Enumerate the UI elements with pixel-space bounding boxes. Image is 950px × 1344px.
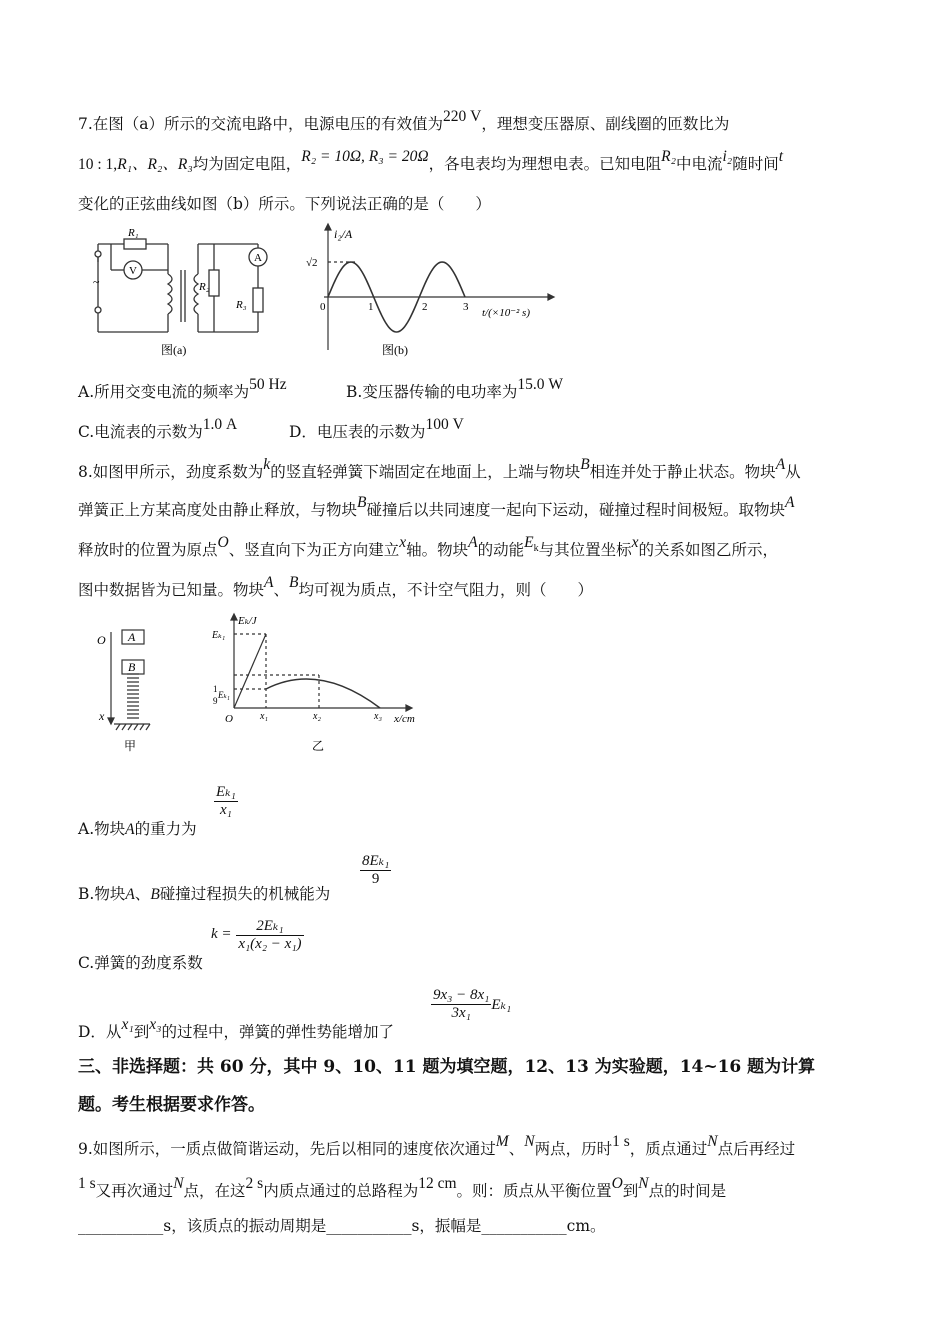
q7-fig-a-R2: R₂ [199,281,210,293]
q8-Ek-sub: k [533,543,539,555]
q9-M: M [495,1133,509,1150]
q8-text: C.弹簧的劲度系数 [78,954,203,972]
frac-den: x₁(x₂ − x₁) [238,936,302,952]
frac-den: 9 [371,871,380,887]
frac-num: 2Eₖ₁ [236,916,303,936]
q7-fig-a-V: V [129,265,137,277]
q9-t2: 1 s [78,1175,96,1192]
q9-text: 、 [508,1140,525,1158]
q8-Ek-main: E [524,534,534,551]
fraction [360,851,391,888]
q9-t3: 2 s [245,1175,264,1192]
q8-Ek [524,534,539,555]
q9-dist: 12 cm [418,1175,457,1192]
q8-text: 的动能 [477,541,525,559]
q7-ratio: 10 : 1, [78,156,118,173]
q7-option-a: A.所用交变电流的频率为 [78,383,250,401]
q8-fig-x2: x₂ [313,711,321,722]
q7-fig-b-label: 图(b) [382,343,408,357]
q9-text: 点后再经过 [717,1140,796,1158]
q8-A: A [775,456,786,473]
q8-text: 的关系如图乙所示， [638,541,779,559]
q8-text: 与其位置坐标 [538,541,632,559]
q8-A: A [468,534,478,551]
q8-fig-xunit: x/cm [394,713,415,725]
q9-N: N [707,1133,718,1150]
q7-options-cd [78,416,238,444]
q7-fig-b-tick: 1 [368,301,374,313]
q9-line2 [78,1175,727,1203]
section3-heading-line1: 三、非选择题：共 60 分，其中 9、10、11 题为填空题，12、13 为实验题，14~16 题为计算 [78,1057,816,1077]
q8-text: 碰撞后以共同速度一起向下运动，碰撞过程时间极短。取物块 [366,501,785,519]
q8-option-d-formula [431,987,511,1022]
q9-t1: 1 s [612,1133,630,1150]
frac-den: 3x₁ [451,1005,471,1021]
q8-B: B [580,456,590,473]
q8-k-eq: k = [211,926,232,942]
q7-text: 7.在图（a）所示的交流电路中，电源电压的有效值为 [78,115,444,133]
q8-fig-x3: x₃ [374,711,382,722]
q8-fig-ylabel: Eₖ/J [238,615,257,627]
q7-fig-a-A: A [254,252,262,264]
q8-text: 弹簧正上方某高度处由静止释放，与物块 [78,501,358,519]
q7-option-b: B.变压器传输的电功率为 [346,383,518,401]
q8-text: A.物块 [78,820,126,838]
q9-line1 [78,1133,796,1161]
q8-text: 碰撞过程损失的机械能为 [159,885,331,903]
q8-B: B [357,494,367,511]
q7-option-b-line [346,376,563,404]
q7-option-d-line [289,416,464,444]
q8-x: x [631,534,639,551]
q7-text: 变化的正弦曲线如图（b）所示。下列说法正确的是（ ） [78,195,491,213]
q7-option-b-value: 15.0 W [517,376,563,393]
q8-option-a [78,818,197,841]
q8-option-d [78,1016,395,1044]
q7-fig-b-tick: 0 [320,301,326,313]
q9-line3 [78,1215,606,1237]
q8-x: x [399,534,407,551]
q8-Ek1: Eₖ₁ [491,997,512,1013]
q7-text: 均为固定电阻， [192,155,302,173]
q7-text: 随时间 [732,155,779,173]
q8-text: 到 [133,1023,150,1041]
q7-fig-a-label: 图(a) [161,343,187,357]
q8-line1 [78,456,801,484]
q7-line3 [78,193,491,215]
q7-fig-b-xlabel: t/(×10⁻² s) [482,307,530,319]
q7-fig-b-ylabel: i₂/A [334,227,353,241]
q7-fig-b-tick: 2 [422,301,428,313]
q7-i2: i₂ [722,148,733,165]
q8-A: A [785,494,795,511]
q7-line1 [78,108,730,136]
fraction [214,782,238,819]
q8-text: 图中数据皆为已知量。物块 [78,581,265,599]
q8-text: D．从 [78,1023,122,1041]
q7-text: ，理想变压器原、副线圈的匝数比为 [481,115,730,133]
q8-text: 释放时的位置为原点 [78,541,218,559]
q7-text: ，各电表均为理想电表。已知电阻 [428,155,662,173]
q8-x1: x₁ [121,1016,134,1033]
q7-R2: R₂ [661,148,676,165]
section3-heading-line2: 题。考生根据要求作答。 [78,1095,265,1115]
q8-fig-jia-label: 甲 [124,739,137,753]
frac-num: 9x₃ − 8x₁ [433,987,490,1003]
q8-option-a-frac [214,782,238,819]
q9-text: 点的时间是 [648,1182,727,1200]
q8-figure [84,610,474,770]
q8-text: 的竖直轻弹簧下端固定在地面上，上端与物块 [270,463,581,481]
q8-option-c [78,952,203,974]
q8-fig-yi-label: 乙 [312,739,325,753]
q8-line4 [78,574,593,602]
q9-text: 又再次通过 [95,1182,174,1200]
q8-text: 均可视为质点，不计空气阻力，则（ ） [298,581,593,599]
q7-resist-values: R₂ = 10Ω, R₃ = 20Ω [301,148,429,165]
q9-text: 两点，历时 [534,1140,613,1158]
q8-fig-A: A [128,630,136,644]
q9-text: 点，在这 [183,1182,246,1200]
q7-figure-b-sine [300,222,560,362]
q7-option-a-value: 50 Hz [249,376,287,393]
q7-t: t [778,148,784,165]
q7-text: 中电流 [675,155,723,173]
q8-A: A [125,821,135,838]
q9-N: N [524,1133,535,1150]
q7-fig-b-tick: 3 [463,301,469,313]
q8-line3 [78,534,779,568]
q8-text: B.物块 [78,885,126,903]
q8-fig-O2: O [225,713,233,725]
q7-fig-b-ymark: √2 [306,257,318,269]
q7-option-d: D．电压表的示数为 [289,423,426,441]
q9-blanks: ___________s，该质点的振动周期是___________s，振幅是___________cm。 [78,1217,606,1235]
q7-fig-a-R3: R₃ [236,299,247,311]
q7-option-c: C.电流表的示数为 [78,423,203,441]
q9-O: O [611,1175,623,1192]
q8-text: 、 [134,885,151,903]
q7-line2 [78,148,784,176]
q7-figure-a-circuit [86,222,286,362]
q8-x3: x₃ [149,1016,162,1033]
fraction [236,916,303,953]
q9-text: 到 [622,1182,639,1200]
q7-resistors: R₁、R₂、R₃ [117,156,193,173]
q8-text: 轴。物块 [406,541,469,559]
q7-fig-a-R1: R₁ [128,227,139,239]
q7-option-c-value: 1.0 A [202,416,238,433]
q8-fig-B: B [128,660,136,674]
q8-fig-Ek1b: Eₖ₁ [218,690,230,700]
svg-text:~: ~ [93,275,100,289]
q8-fig-frac-num: 1 [213,684,218,694]
q9-N: N [638,1175,649,1192]
q8-text: 从 [785,463,801,481]
q8-B: B [150,886,160,903]
q8-text: 的过程中，弹簧的弹性势能增加了 [161,1023,395,1041]
q8-line2 [78,494,795,522]
q8-option-b [78,883,330,906]
q9-text: ，质点通过 [629,1140,708,1158]
q8-fig-Ek1: Eₖ₁ [212,630,226,641]
q8-fig-x: x [99,709,105,723]
q9-text: 内质点通过的总路程为 [263,1182,419,1200]
fraction [431,987,491,1022]
frac-num: Eₖ₁ [216,784,236,800]
frac-den: x₁ [219,802,232,818]
q8-text: 的重力为 [134,820,197,838]
q8-option-c-formula [211,916,304,953]
q9-text: 。则：质点从平衡位置 [456,1182,612,1200]
q8-B: B [289,574,299,591]
q8-fig-frac-den: 9 [213,696,218,706]
frac-num: 8Eₖ₁ [362,853,390,869]
q7-option-d-value: 100 V [425,416,464,433]
q8-fig-O: O [97,633,106,647]
q9-N: N [173,1175,184,1192]
q8-text: 8.如图甲所示，劲度系数为 [78,463,264,481]
q8-O: O [217,534,229,551]
q8-option-b-frac [360,851,391,888]
q9-text: 9.如图所示，一质点做简谐运动，先后以相同的速度依次通过 [78,1140,496,1158]
q7-voltage: 220 V [443,108,482,125]
q8-text: 、 [273,581,289,599]
q8-k: k [263,456,271,473]
q8-fig-x1: x₁ [260,711,268,722]
q8-A: A [264,574,274,591]
q7-options-ab [78,376,287,404]
q8-text: 、竖直向下为正方向建立 [228,541,400,559]
q8-A: A [125,886,135,903]
q8-text: 相连并处于静止状态。物块 [589,463,776,481]
